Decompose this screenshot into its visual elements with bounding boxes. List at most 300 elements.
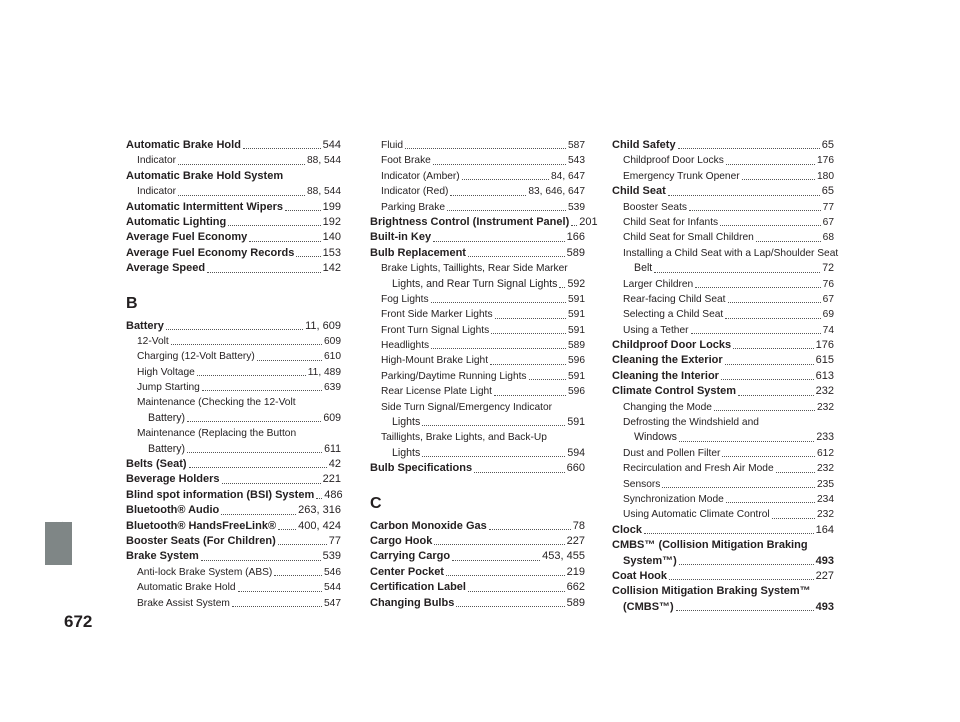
dot-leader [571,225,577,226]
index-entry[interactable] [612,353,834,368]
dot-leader [201,560,321,561]
index-entry-label: Bluetooth® HandsFreeLink® [126,519,277,532]
index-entry-label: Collision Mitigation Braking System™ [612,585,811,598]
index-entry[interactable] [612,369,834,384]
index-entry-page: 83, 646, 647 [528,186,585,198]
index-entry-page: 547 [324,597,341,609]
index-entry[interactable] [370,596,585,611]
index-entry-page: 544 [324,582,341,594]
index-entry[interactable] [126,580,341,595]
index-entry[interactable] [612,261,834,276]
index-entry[interactable] [612,184,834,199]
index-entry[interactable] [612,153,834,168]
index-entry[interactable] [612,430,834,445]
index-entry[interactable] [370,215,598,230]
index-entry-label: Average Fuel Economy Records [126,246,295,259]
dot-leader [491,333,566,334]
index-entry-label: Brake Assist System [137,597,230,609]
index-entry-label: CMBS™ (Collision Mitigation Braking [612,539,808,552]
dot-leader [422,456,565,457]
index-entry[interactable] [370,549,585,564]
index-entry[interactable] [370,338,585,353]
index-entry[interactable] [126,442,341,457]
index-entry[interactable] [370,169,585,184]
index-entry-page: 546 [324,566,341,578]
index-entry-label: Climate Control System [612,385,737,398]
dot-leader [490,364,566,365]
index-entry[interactable] [612,215,834,230]
index-entry-label: Fluid [381,139,404,151]
index-entry[interactable] [370,446,585,461]
index-entry[interactable] [612,169,834,184]
index-entry-page: 453, 455 [542,550,585,563]
index-entry-page: 662 [566,581,585,594]
dot-leader [228,225,320,226]
index-entry-label: Sensors [623,478,661,490]
index-entry-label: Lights [392,446,421,459]
index-entry-page: 615 [815,354,834,367]
page-number: 672 [64,612,93,631]
index-entry[interactable] [126,230,341,245]
index-entry-label: Defrosting the Windshield and [623,417,759,429]
index-entry-label: Brake System [126,550,199,563]
index-entry[interactable] [370,519,585,534]
index-entry-label: Changing the Mode [623,401,712,413]
index-entry-label: Indicator [137,155,177,167]
index-entry[interactable] [612,569,834,584]
dot-leader [232,606,322,607]
dot-leader [772,518,815,519]
index-entry-page: 67 [822,216,834,228]
index-entry-label: Lights, and Rear Turn Signal Lights [392,277,558,290]
dot-leader [296,256,320,257]
dot-leader [278,544,327,545]
dot-leader [274,575,322,576]
index-entry-page: 233 [816,431,834,444]
dot-leader [654,272,820,273]
index-entry-label: Side Turn Signal/Emergency Indicator [381,401,553,413]
dot-leader [202,390,322,391]
index-entry-label: Brightness Control (Instrument Panel) [370,215,570,228]
index-entry-label: Built-in Key [370,231,432,244]
index-entry[interactable] [126,380,341,395]
index-entry-page: 543 [568,155,585,167]
index-entry-page: 166 [566,231,585,244]
index-entry-page: 263, 316 [298,504,341,517]
index-entry-label: Charging (12-Volt Battery) [137,351,255,363]
index-entry-page: 192 [322,215,341,228]
dot-leader [450,195,526,196]
dot-leader [678,148,820,149]
index-entry[interactable] [612,507,834,522]
index-entry-label: Child Seat [612,185,666,198]
index-entry-page: 612 [817,447,834,459]
index-entry[interactable] [370,384,585,399]
index-entry-label: Coat Hook [612,569,667,582]
index-entry[interactable] [370,580,585,595]
dot-leader [722,456,815,457]
index-entry-label: Automatic Brake Hold [137,582,236,594]
index-entry-label: Cleaning the Interior [612,369,719,382]
index-entry[interactable] [370,430,585,445]
index-entry-page: 88, 544 [307,186,341,198]
index-entry-page: 493 [815,554,834,567]
index-entry[interactable] [370,369,585,384]
index-entry[interactable] [370,323,585,338]
index-letter-heading: B [126,294,138,312]
index-entry[interactable] [370,353,585,368]
index-entry-label: Center Pocket [370,565,444,578]
dot-leader [726,502,815,503]
index-entry-label: Booster Seats [623,201,687,213]
index-entry-label: Blind spot information (BSI) System [126,488,315,501]
dot-leader [446,575,565,576]
index-entry-label: Parking Brake [381,201,445,213]
index-column-1 [126,138,341,611]
dot-leader [405,148,566,149]
index-entry-label: Bluetooth® Audio [126,504,220,517]
dot-leader [559,287,565,288]
dot-leader [689,210,821,211]
index-entry-page: 65 [821,138,834,151]
dot-leader [433,164,566,165]
index-entry[interactable] [370,307,585,322]
index-entry-page: 234 [817,493,834,505]
index-entry-label: Indicator (Red) [381,186,449,198]
dot-leader [679,564,814,565]
index-entry-page: 11, 489 [307,366,341,378]
dot-leader [714,410,815,411]
index-entry-label: Certification Label [370,581,466,594]
index-entry[interactable] [126,503,341,518]
index-entry-page: 639 [324,382,341,394]
index-entry[interactable] [370,200,585,215]
index-entry-page: 591 [568,370,585,382]
index-entry[interactable] [126,319,341,334]
index-entry-label: Childproof Door Locks [623,155,724,167]
index-entry[interactable] [370,461,585,476]
index-entry[interactable] [612,415,834,430]
index-entry[interactable] [612,384,834,399]
index-entry[interactable] [126,519,341,534]
index-entry-page: 221 [322,473,341,486]
index-entry[interactable] [612,200,834,215]
index-entry-label: Automatic Brake Hold [126,138,241,151]
dot-leader [187,452,322,453]
index-entry-label: Belt [634,262,653,275]
index-entry[interactable] [370,184,585,199]
index-entry[interactable] [126,153,341,168]
index-entry-label: Rear-facing Child Seat [623,293,726,305]
index-entry[interactable] [612,600,834,615]
dot-leader [728,302,821,303]
index-entry[interactable] [126,184,341,199]
index-entry-label: Dust and Pollen Filter [623,447,721,459]
dot-leader [691,333,821,334]
index-entry[interactable] [370,534,585,549]
index-entry-page: 589 [566,246,585,259]
index-entry-label: Jump Starting [137,382,200,394]
index-entry[interactable] [126,549,341,564]
index-entry-label: Carbon Monoxide Gas [370,519,487,532]
index-entry-page: 660 [566,462,585,475]
dot-leader [257,360,322,361]
dot-leader [433,241,565,242]
index-entry-label: Synchronization Mode [623,493,724,505]
dot-leader [222,483,321,484]
dot-leader [238,591,322,592]
index-entry-label: Fog Lights [381,293,429,305]
index-entry[interactable] [126,596,341,611]
dot-leader [434,544,564,545]
dot-leader [489,529,571,530]
dot-leader [695,287,820,288]
dot-leader [494,395,566,396]
index-entry[interactable] [612,307,834,322]
index-entry-page: 67 [822,293,834,305]
index-entry-label: Automatic Brake Hold System [126,169,284,182]
dot-leader [662,487,815,488]
index-entry[interactable] [126,411,341,426]
index-entry[interactable] [612,292,834,307]
index-entry-page: 72 [822,262,834,275]
index-entry-label: Clock [612,523,642,536]
index-entry-page: 164 [815,523,834,536]
index-entry-page: 609 [324,335,341,347]
dot-leader [742,179,815,180]
dot-leader [452,560,540,561]
index-entry-page: 142 [322,262,341,275]
index-entry-label: Recirculation and Fresh Air Mode [623,463,774,475]
index-entry[interactable] [126,169,341,184]
index-entry[interactable] [612,461,834,476]
index-entry[interactable] [126,565,341,580]
dot-leader [720,225,821,226]
index-entry-page: 596 [568,355,585,367]
dot-leader [676,610,814,611]
index-entry-page: 232 [817,401,834,413]
index-entry-label: Windows [634,431,677,444]
index-entry-label: Child Safety [612,138,676,151]
index-entry[interactable] [126,349,341,364]
index-entry[interactable] [126,215,341,230]
index-entry-label: Front Side Marker Lights [381,309,493,321]
index-entry[interactable] [612,400,834,415]
index-entry-page: 486 [324,488,343,501]
index-entry-page: 11, 609 [305,319,341,332]
index-entry-label: Headlights [381,340,430,352]
dot-leader [668,195,820,196]
index-entry[interactable] [612,554,834,569]
index-entry-label: Automatic Intermittent Wipers [126,200,283,213]
index-entry-label: Front Turn Signal Lights [381,324,490,336]
index-entry-label: Changing Bulbs [370,596,455,609]
index-entry-label: Belts (Seat) [126,458,187,471]
index-entry-label: Maintenance (Checking the 12-Volt [137,397,296,409]
index-entry[interactable] [126,334,341,349]
index-entry[interactable] [370,138,585,153]
index-entry-label: Average Fuel Economy [126,231,248,244]
index-entry[interactable] [126,395,341,410]
index-entry-page: 539 [322,550,341,563]
index-entry-label: Bulb Specifications [370,462,473,475]
dot-leader [431,348,566,349]
index-entry[interactable] [370,230,585,245]
index-entry[interactable] [612,538,834,553]
dot-leader [725,364,814,365]
index-entry-page: 493 [815,600,834,613]
index-entry-page: 176 [815,339,834,352]
index-entry[interactable] [612,323,834,338]
dot-leader [679,441,814,442]
dot-leader [644,533,814,534]
dot-leader [171,344,322,345]
dot-leader [178,195,305,196]
dot-leader [166,329,303,330]
index-entry-page: 74 [822,324,834,336]
index-entry[interactable] [126,365,341,380]
index-entry-page: 596 [568,386,585,398]
dot-leader [462,179,549,180]
index-entry[interactable] [370,261,585,276]
index-entry-page: 77 [822,201,834,213]
index-entry-label: High Voltage [137,366,195,378]
index-entry-label: Average Speed [126,262,206,275]
index-entry-label: Cleaning the Exterior [612,354,723,367]
index-color-block [45,522,72,565]
index-entry[interactable] [612,492,834,507]
index-entry[interactable] [126,488,341,503]
index-entry-label: (CMBS™) [623,600,674,613]
index-entry-page: 591 [567,416,585,429]
index-entry-label: System™) [623,554,677,567]
index-entry-label: Anti-lock Brake System (ABS) [137,566,273,578]
index-entry-label: Indicator (Amber) [381,170,460,182]
index-entry[interactable] [370,415,585,430]
dot-leader [456,606,564,607]
index-entry[interactable] [370,565,585,580]
dot-leader [725,318,820,319]
index-entry[interactable] [126,261,341,276]
index-entry[interactable] [126,426,341,441]
dot-leader [669,579,814,580]
index-entry-page: 176 [817,155,834,167]
index-entry[interactable] [612,246,839,261]
index-entry-label: Carrying Cargo [370,550,451,563]
index-entry[interactable] [370,277,585,292]
index-entry-label: Childproof Door Locks [612,339,732,352]
index-entry[interactable] [612,523,834,538]
index-entry-page: 76 [822,278,834,290]
index-entry-label: Maintenance (Replacing the Button [137,428,297,440]
dot-leader [285,210,321,211]
index-entry-page: 84, 647 [551,170,585,182]
index-entry[interactable] [612,230,834,245]
index-entry[interactable] [370,246,585,261]
index-entry-label: Installing a Child Seat with a Lap/Shoulder Seat [623,247,839,259]
index-entry-label: Lights [392,416,421,429]
index-entry-page: 78 [572,519,585,532]
index-entry-page: 611 [324,442,341,455]
dot-leader [756,241,821,242]
dot-leader [189,467,327,468]
index-entry-page: 587 [568,139,585,151]
index-entry[interactable] [612,584,834,599]
index-entry-page: 65 [821,185,834,198]
index-entry-label: Battery [126,319,164,332]
index-entry-label: 12-Volt [137,335,169,347]
index-entry-page: 227 [815,569,834,582]
index-entry-page: 539 [568,201,585,213]
index-entry[interactable] [126,246,341,261]
index-entry[interactable] [612,477,834,492]
index-entry-page: 68 [822,232,834,244]
index-entry[interactable] [612,446,834,461]
index-entry-page: 592 [567,277,586,290]
dot-leader [733,348,813,349]
dot-leader [278,529,296,530]
index-entry-page: 77 [328,534,341,547]
index-entry-label: High-Mount Brake Light [381,355,489,367]
index-entry-page: 591 [568,293,585,305]
index-entry[interactable] [370,400,585,415]
dot-leader [738,395,814,396]
dot-leader [468,256,565,257]
index-entry-label: Brake Lights, Taillights, Rear Side Marker [381,263,568,275]
index-entry[interactable] [370,292,585,307]
index-entry-label: Emergency Trunk Opener [623,170,740,182]
index-entry-page: 180 [817,170,834,182]
index-column-3 [612,138,839,615]
dot-leader [431,302,566,303]
index-entry[interactable] [126,534,341,549]
index-entry[interactable] [126,138,341,153]
index-entry[interactable] [612,338,834,353]
index-entry-label: Selecting a Child Seat [623,309,724,321]
dot-leader [529,379,566,380]
index-entry-label: Cargo Hook [370,534,433,547]
index-entry-label: Taillights, Brake Lights, and Back-Up [381,432,547,444]
index-entry-label: Child Seat for Infants [623,216,719,228]
index-entry-label: Automatic Lighting [126,215,227,228]
index-entry-label: Larger Children [623,278,694,290]
index-entry-page: 219 [566,565,585,578]
index-entry-page: 544 [322,138,341,151]
index-entry-label: Using Automatic Climate Control [623,509,770,521]
index-entry[interactable] [370,153,585,168]
index-entry[interactable] [126,200,341,215]
index-entry-label: Bulb Replacement [370,246,466,259]
index-entry-label: Battery) [148,411,186,424]
index-entry[interactable] [612,277,834,292]
dot-leader [249,241,320,242]
index-entry-page: 591 [568,309,585,321]
dot-leader [474,472,565,473]
dot-leader [207,272,321,273]
dot-leader [447,210,566,211]
dot-leader [187,421,321,422]
index-column-2 [370,138,598,611]
dot-leader [495,318,566,319]
index-entry-label: Using a Tether [623,324,689,336]
index-entry-label: Battery) [148,442,186,455]
dot-leader [721,379,814,380]
index-entry-label: Child Seat for Small Children [623,232,754,244]
index-entry[interactable] [126,472,341,487]
index-entry-page: 232 [817,463,834,475]
index-entry[interactable] [126,457,341,472]
index-entry[interactable] [612,138,834,153]
